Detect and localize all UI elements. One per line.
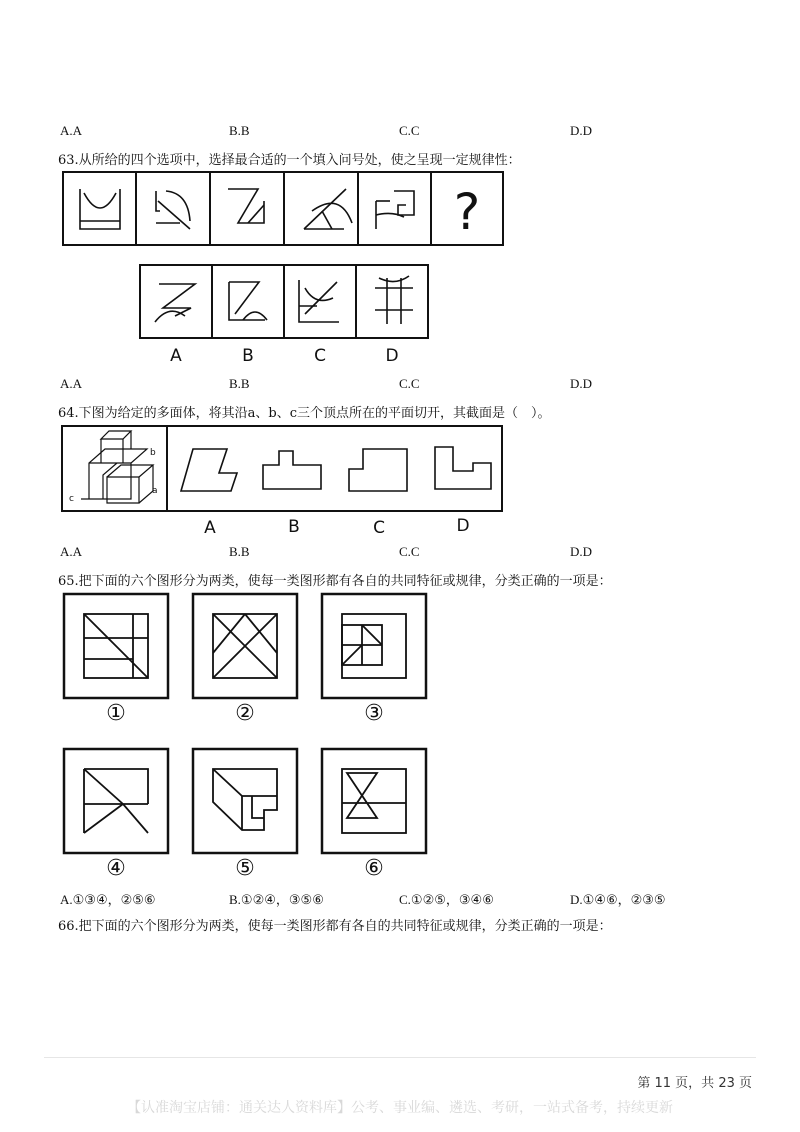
q63-option-b: B.B xyxy=(229,376,250,391)
q65-label-6: ⑥ xyxy=(364,856,384,881)
q63-sequence-figure xyxy=(62,171,504,247)
q64-vertex-a: a xyxy=(152,486,158,496)
q63-stem: 63.从所给的四个选项中，选择最合适的一个填入问号处，使之呈现一定规律性： xyxy=(58,153,521,168)
q63-choice-figure xyxy=(139,264,429,340)
q64-option-c: C.C xyxy=(399,544,420,559)
q65-option-b: B.①②④，③⑤⑥ xyxy=(229,892,324,907)
q64-option-b: B.B xyxy=(229,544,250,559)
q63-label-a: A xyxy=(170,346,182,366)
q64-vertex-b: b xyxy=(150,448,156,458)
q64-vertex-c: c xyxy=(69,494,74,504)
q65-figure-3 xyxy=(321,593,427,699)
q65-figure-2 xyxy=(192,593,298,699)
footer-divider xyxy=(44,1057,756,1058)
q63-label-b: B xyxy=(242,346,254,366)
q63-label-d: D xyxy=(385,346,399,366)
q65-figure-6 xyxy=(321,748,427,854)
q65-figure-5 xyxy=(192,748,298,854)
q65-figure-4 xyxy=(63,748,169,854)
q65-option-c: C.①②⑤，③④⑥ xyxy=(399,892,494,907)
q63-label-c: C xyxy=(314,346,326,366)
q64-option-d: D.D xyxy=(570,544,593,559)
q64-stem: 64.下图为给定的多面体，将其沿a、b、c三个顶点所在的平面切开，其截面是（ ）。 xyxy=(58,406,551,421)
q62-option-c: C.C xyxy=(399,123,420,138)
q62-option-b: B.B xyxy=(229,123,250,138)
q63-option-a: A.A xyxy=(60,376,83,391)
watermark-text: 【认准淘宝店铺：通关达人资料库】公考、事业编、遴选、考研，一站式备考，持续更新 xyxy=(127,1100,673,1116)
q65-stem: 65.把下面的六个图形分为两类，使每一类图形都有各自的共同特征或规律，分类正确的一项是： xyxy=(58,574,612,589)
q63-question-mark: ? xyxy=(453,183,481,241)
q64-label-c: C xyxy=(373,518,385,538)
q62-option-a: A.A xyxy=(60,123,83,138)
q64-label-a: A xyxy=(204,518,216,538)
page-number: 第 11 页，共 23 页 xyxy=(637,1076,752,1091)
q65-label-5: ⑤ xyxy=(235,856,255,881)
q65-option-a: A.①③④，②⑤⑥ xyxy=(60,892,156,907)
q64-option-a: A.A xyxy=(60,544,83,559)
q63-option-c: C.C xyxy=(399,376,420,391)
q65-option-d: D.①④⑥，②③⑤ xyxy=(570,892,666,907)
q63-option-d: D.D xyxy=(570,376,593,391)
q64-label-b: B xyxy=(288,517,300,537)
q64-label-d: D xyxy=(456,516,470,536)
q65-label-4: ④ xyxy=(106,856,126,881)
q62-option-d: D.D xyxy=(570,123,593,138)
q65-label-2: ② xyxy=(235,701,255,726)
q66-stem: 66.把下面的六个图形分为两类，使每一类图形都有各自的共同特征或规律，分类正确的一项是： xyxy=(58,919,612,934)
q65-figure-1 xyxy=(63,593,169,699)
q64-polyhedron-figure xyxy=(61,425,503,513)
q65-label-1: ① xyxy=(106,701,126,726)
q65-label-3: ③ xyxy=(364,701,384,726)
